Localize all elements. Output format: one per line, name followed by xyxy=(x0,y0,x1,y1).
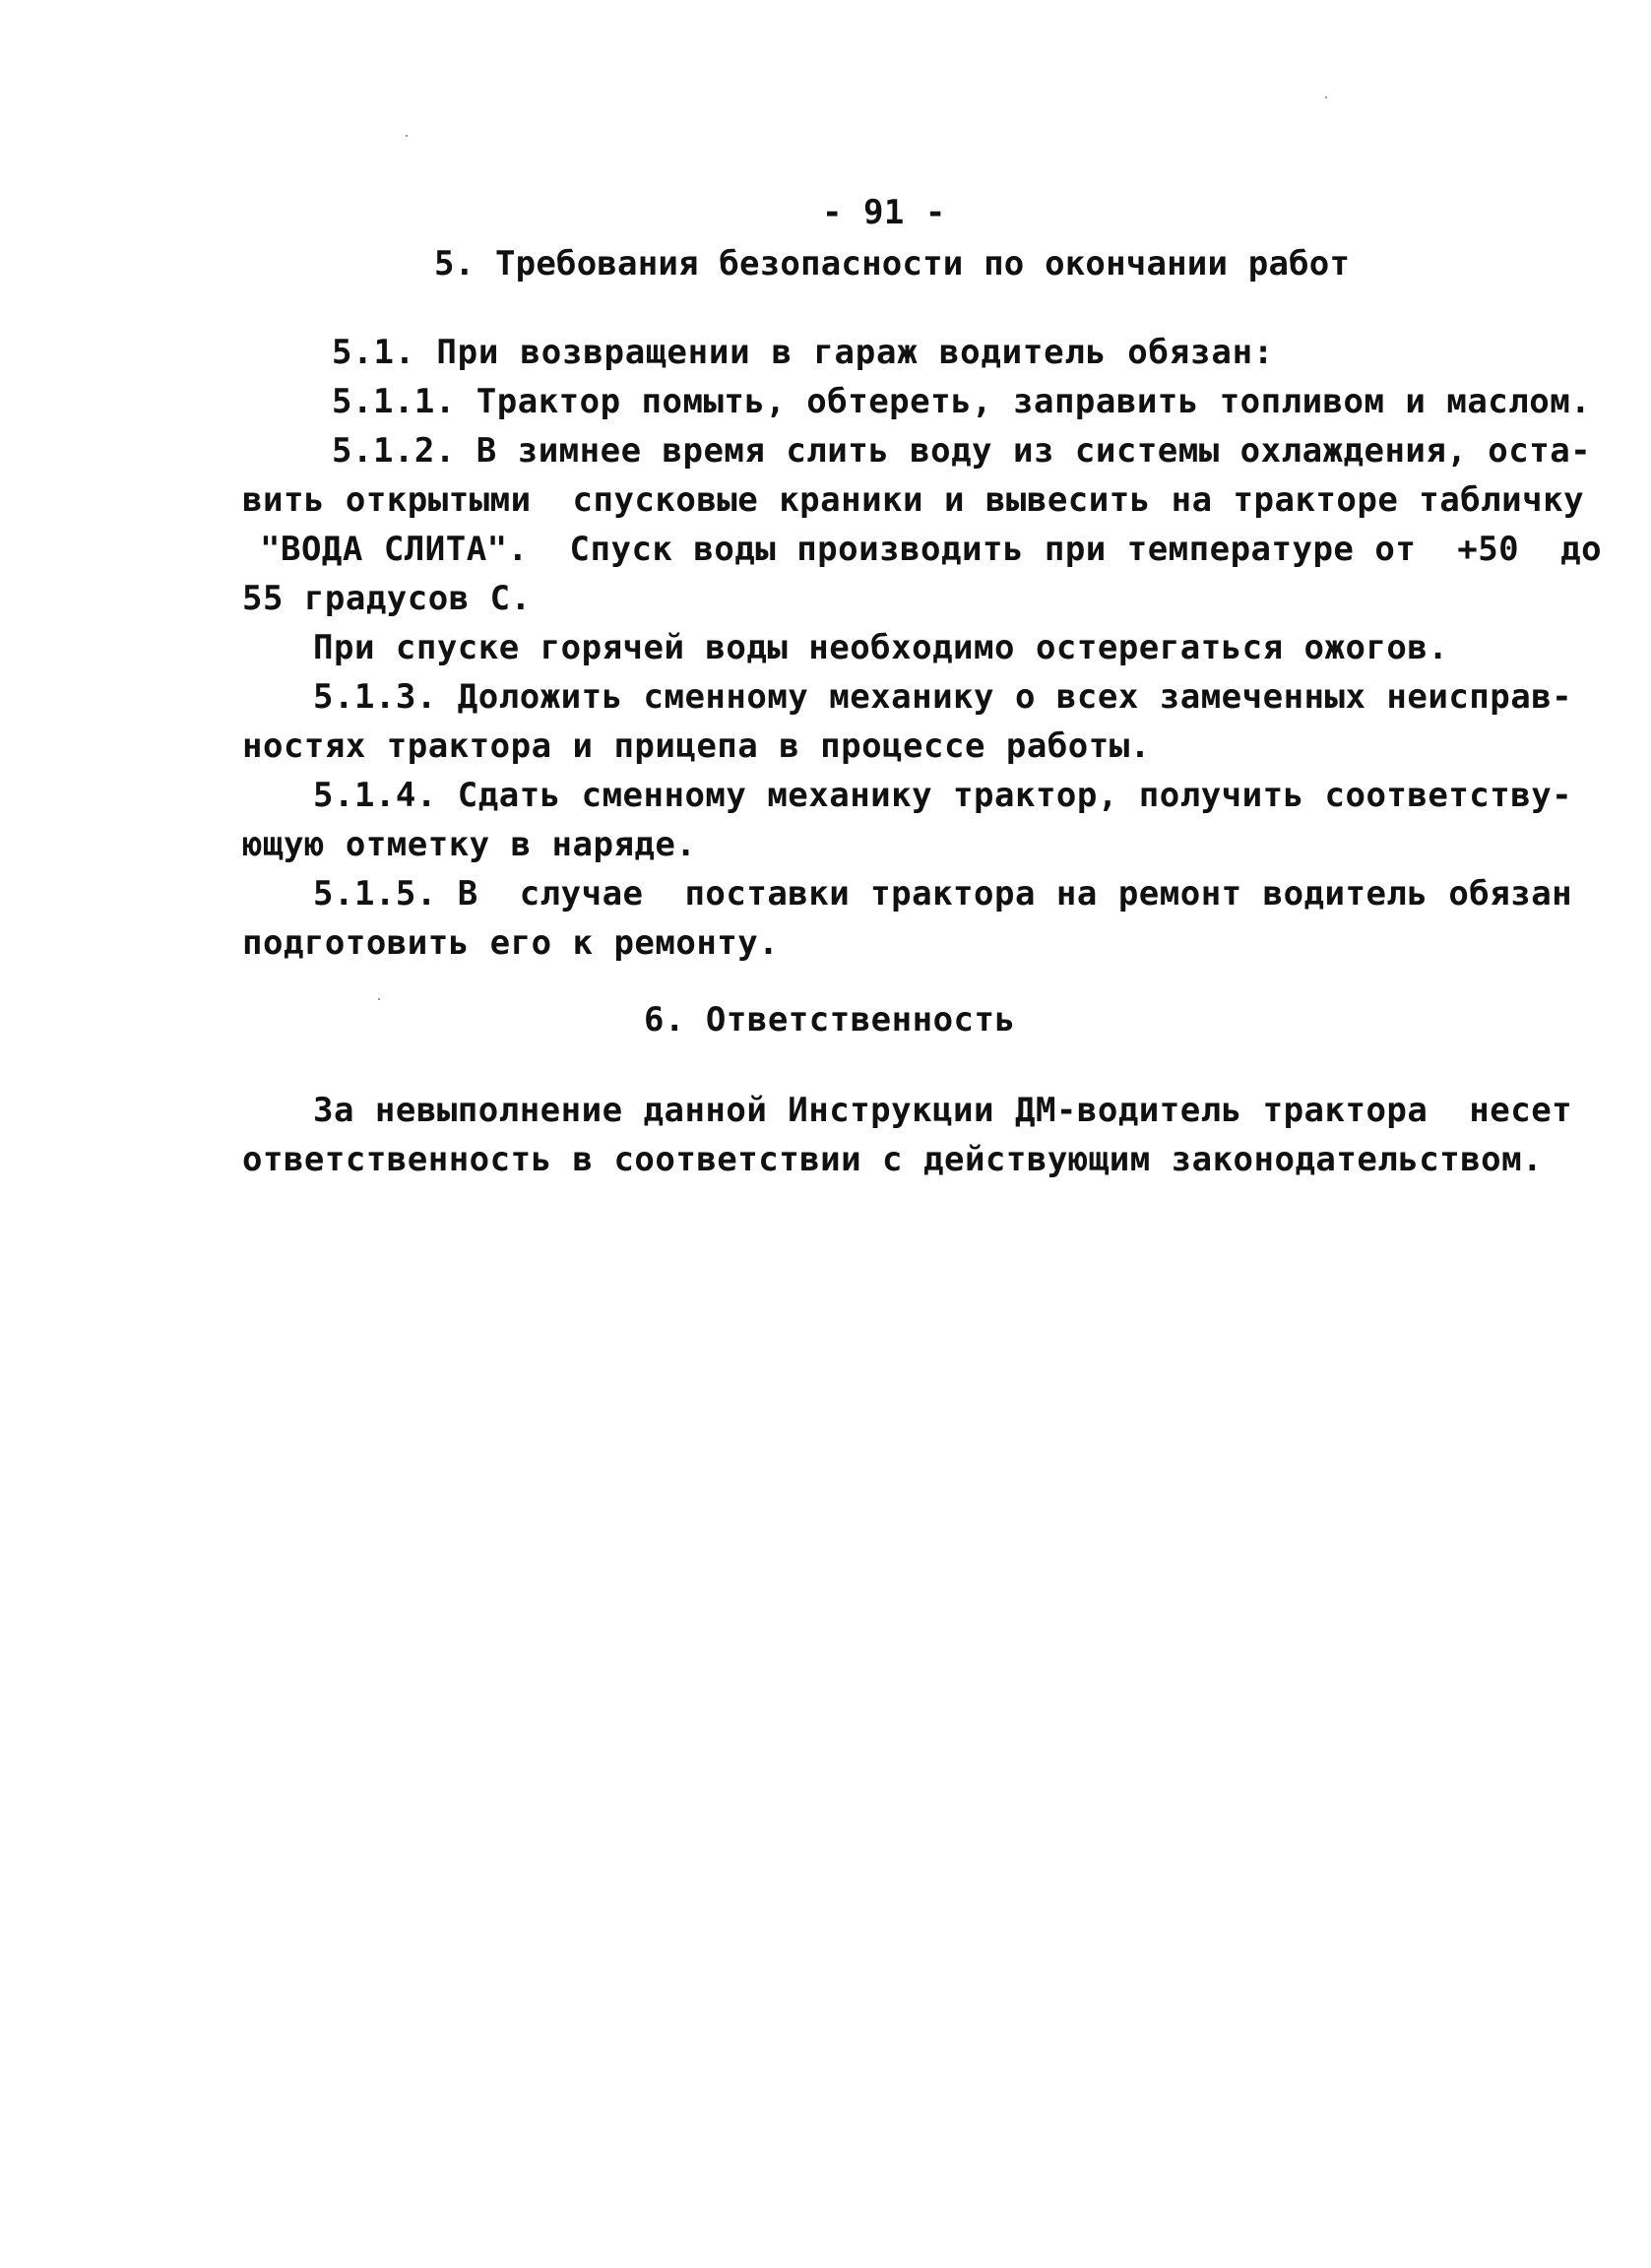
section-5-line: подготовить его к ремонту. xyxy=(242,923,780,963)
section-5-line: 5.1.3. Доложить сменному механику о всех замеченных неисправ- xyxy=(313,677,1573,717)
scan-speck xyxy=(1325,96,1327,98)
section-5-line: 5.1.2. В зимнее время слить воду из системы охлаждения, оста- xyxy=(332,431,1592,471)
section-6-title: 6. Ответственность xyxy=(644,1000,1016,1040)
section-5-line: ющую отметку в наряде. xyxy=(242,825,697,864)
section-6-line: ответственность в соответствии с действующим законодательством. xyxy=(242,1140,1544,1179)
section-5-line: ностях трактора и прицепа в процессе работы. xyxy=(242,726,1151,766)
scan-speck xyxy=(406,135,408,137)
section-5-line: вить открытыми спусковые краники и вывесить на тракторе табличку xyxy=(242,480,1585,520)
page-number: - 91 - xyxy=(822,193,946,232)
section-5-line: 5.1.4. Сдать сменному механику трактор, получить соответству- xyxy=(313,776,1573,815)
section-5-line: 5.1.1. Трактор помыть, обтереть, заправить топливом и маслом. xyxy=(332,382,1592,421)
section-5-line: 55 градусов С. xyxy=(242,579,532,618)
section-5-line: "ВОДА СЛИТА". Спуск воды производить при температуре от +50 до xyxy=(260,530,1603,569)
section-5-line: 5.1. При возвращении в гараж водитель обязан: xyxy=(332,333,1275,372)
scan-speck xyxy=(378,998,380,1000)
section-5-title: 5. Требования безопасности по окончании работ xyxy=(434,244,1351,284)
section-5-line: При спуске горячей воды необходимо остерегаться ожогов. xyxy=(313,628,1449,667)
section-5-line: 5.1.5. В случае поставки трактора на ремонт водитель обязан xyxy=(313,874,1573,914)
section-6-line: За невыполнение данной Инструкции ДМ-водитель трактора несет xyxy=(313,1091,1573,1130)
